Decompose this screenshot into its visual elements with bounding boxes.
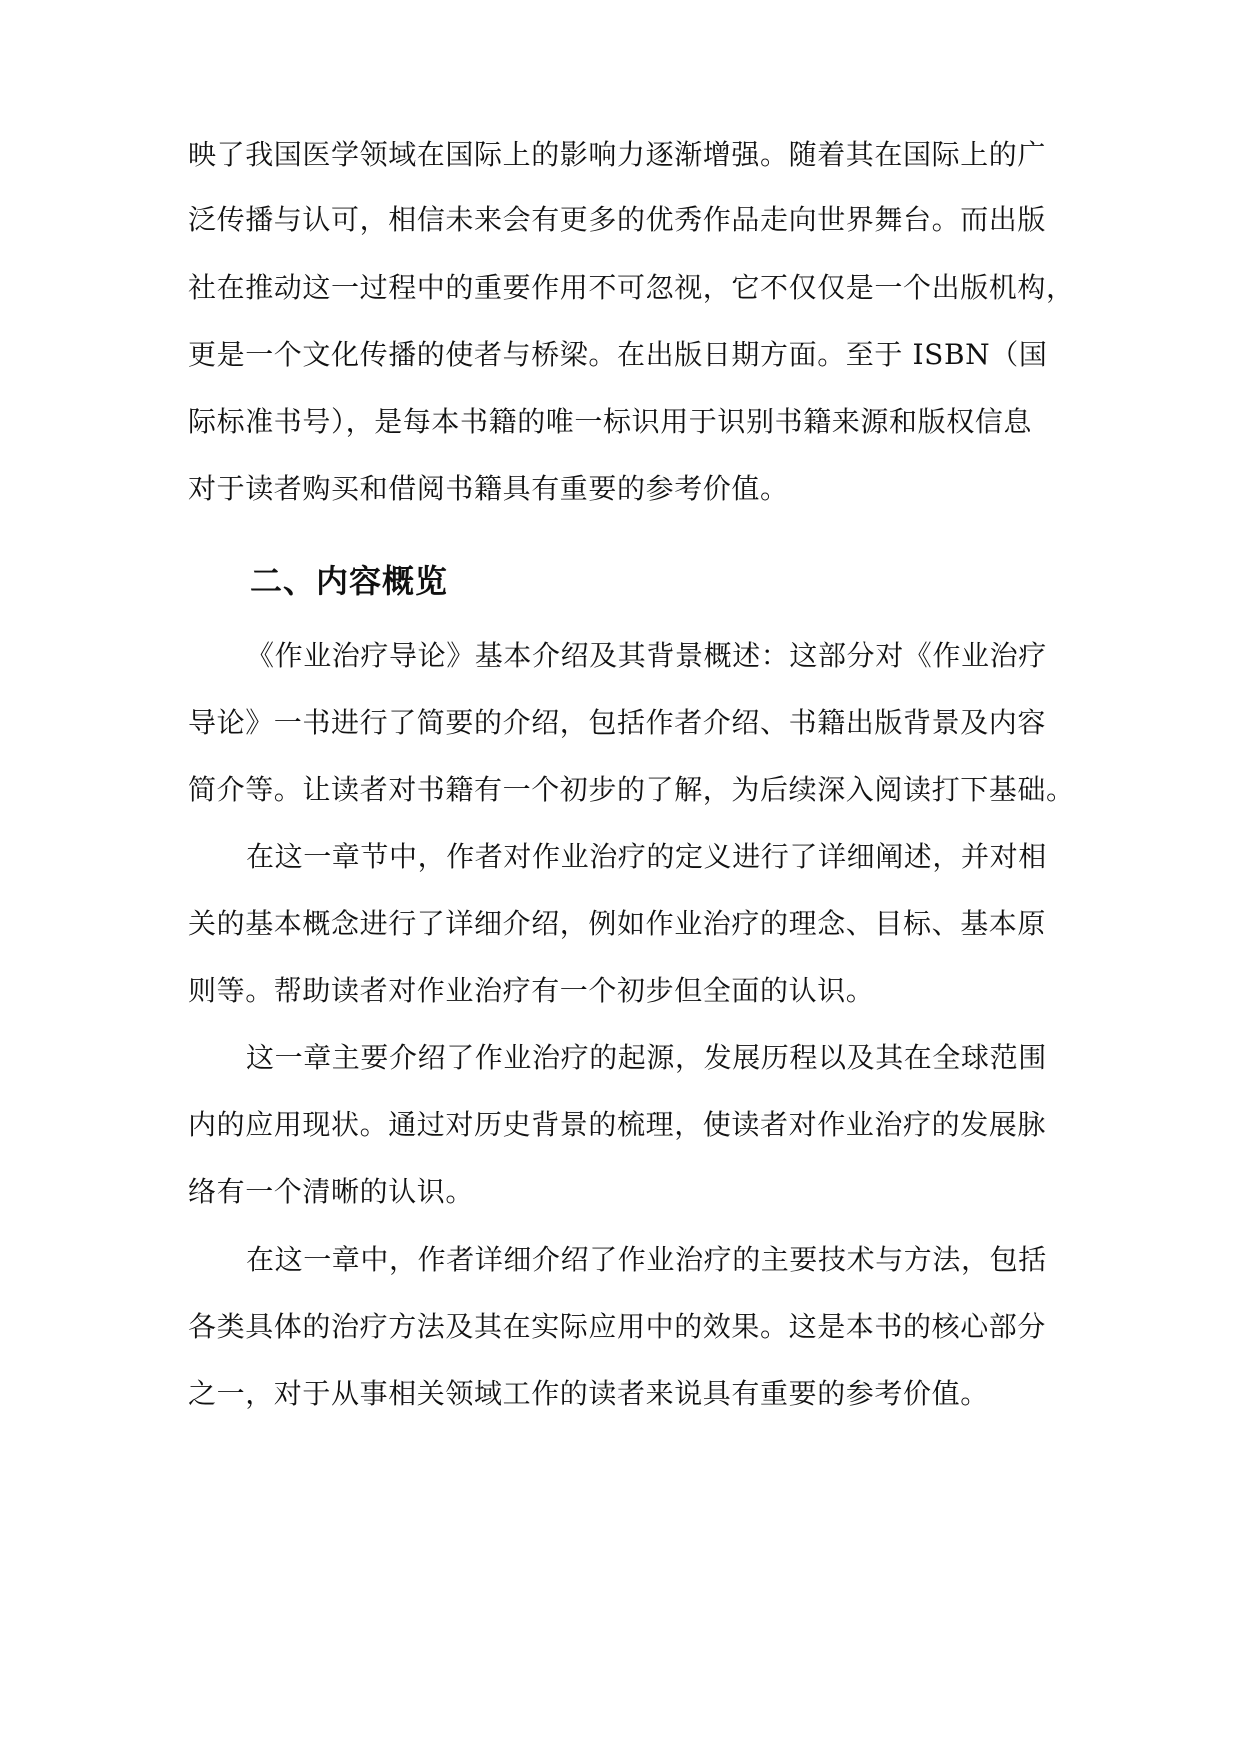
paragraph-line: 泛传播与认可，相信未来会有更多的优秀作品走向世界舞台。而出版 (188, 203, 1047, 236)
paragraph-line: 《作业治疗导论》基本介绍及其背景概述：这部分对《作业治疗 (246, 639, 1047, 672)
paragraph-line: 之一，对于从事相关领域工作的读者来说具有重要的参考价值。 (188, 1377, 989, 1410)
section-heading: 二、内容概览 (250, 562, 449, 600)
paragraph-line: 内的应用现状。通过对历史背景的梳理，使读者对作业治疗的发展脉 (188, 1108, 1047, 1141)
paragraph-line: 各类具体的治疗方法及其在实际应用中的效果。这是本书的核心部分 (188, 1310, 1047, 1343)
paragraph-line: 社在推动这一过程中的重要作用不可忽视，它不仅仅是一个出版机构， (188, 271, 1075, 304)
paragraph-line: 关的基本概念进行了详细介绍，例如作业治疗的理念、目标、基本原 (188, 907, 1047, 940)
paragraph-line: 更是一个文化传播的使者与桥梁。在出版日期方面。至于 ISBN（国 (188, 338, 1048, 371)
paragraph-line: 络有一个清晰的认识。 (188, 1175, 475, 1208)
paragraph-line: 际标准书号），是每本书籍的唯一标识用于识别书籍来源和版权信息 (188, 405, 1033, 438)
paragraph-line: 简介等。让读者对书籍有一个初步的了解，为后续深入阅读打下基础。 (188, 773, 1075, 806)
paragraph-line: 在这一章节中，作者对作业治疗的定义进行了详细阐述，并对相 (246, 840, 1047, 873)
paragraph-line: 这一章主要介绍了作业治疗的起源，发展历程以及其在全球范围 (246, 1041, 1047, 1074)
paragraph-line: 在这一章中，作者详细介绍了作业治疗的主要技术与方法，包括 (246, 1243, 1047, 1276)
paragraph-line: 导论》一书进行了简要的介绍，包括作者介绍、书籍出版背景及内容 (188, 706, 1047, 739)
paragraph-line: 则等。帮助读者对作业治疗有一个初步但全面的认识。 (188, 974, 875, 1007)
paragraph-line: 映了我国医学领域在国际上的影响力逐渐增强。随着其在国际上的广 (188, 138, 1047, 171)
paragraph-line: 对于读者购买和借阅书籍具有重要的参考价值。 (188, 472, 789, 505)
